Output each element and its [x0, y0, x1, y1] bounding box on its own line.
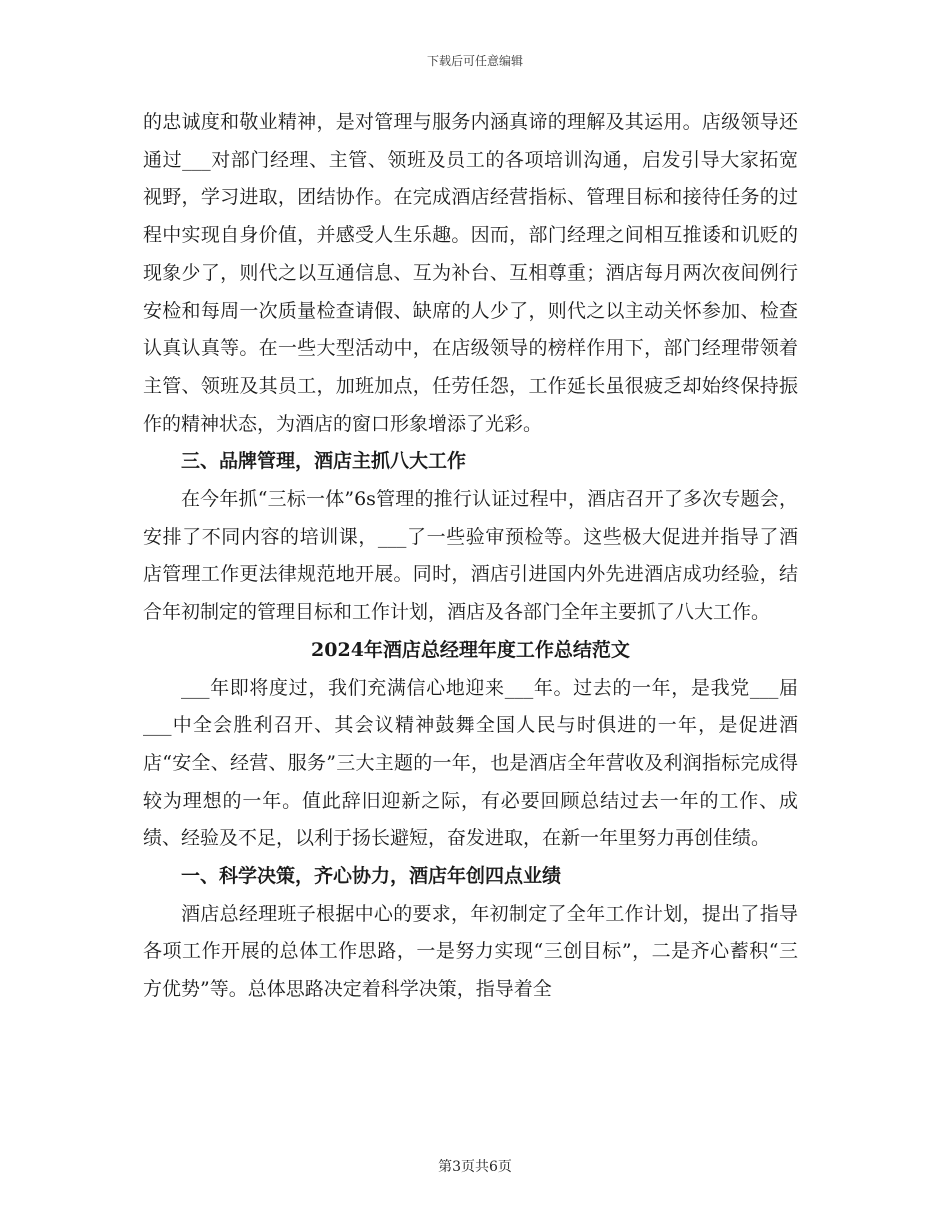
document-title: 2024年酒店总经理年度工作总结范文 — [311, 638, 630, 661]
paragraph-year-review: ___年即将度过，我们充满信心地迎来___年。过去的一年，是我党___届___中全会胜利召开、其会议精神鼓舞全国人民与时俱进的一年，是促进酒店“安全、经营、服务”三大主题的一年，也是酒店全年营收及利润指标完成得较为理想的一年。值此辞旧迎新之际，有必要回顾总结过去一年的工作、成绩、经验及不足，以利于扬长避短，奋发进取，在新一年里努力再创佳绩。 — [143, 676, 798, 850]
section-heading-scientific-decision: 一、科学决策，齐心协力，酒店年创四点业绩 — [181, 865, 562, 888]
document-body — [143, 104, 798, 1009]
page-number: 第3页共6页 — [438, 1159, 512, 1175]
paragraph-loyalty: 的忠诚度和敬业精神，是对管理与服务内涵真谛的理解及其运用。店级领导还通过___对部门经理、主管、领班及员工的各项培训沟通，启发引导大家拓宽视野，学习进取，团结协作。在完成酒店经营指标、管理目标和接待任务的过程中实现自身价值，并感受人生乐趣。因而，部门经理之间相互推诿和讥贬的现象少了，则代之以互通信息、互为补台、互相尊重；酒店每月两次夜间例行安检和每周一次质量检查请假、缺席的人少了，则代之以主动关怀参加、检查认真认真等。在一些大型活动中，在店级领导的榜样作用下，部门经理带领着主管、领班及其员工，加班加点，任劳任怨，工作延长虽很疲乏却始终保持振作的精神状态，为酒店的窗口形象增添了光彩。 — [143, 111, 798, 435]
paragraph-work-plan: 酒店总经理班子根据中心的要求，年初制定了全年工作计划，提出了指导各项工作开展的总体工作思路，一是努力实现“三创目标”，二是齐心蓄积“三方优势”等。总体思路决定着科学决策，指导着全 — [143, 902, 798, 1001]
page-header: 下载后可任意编辑 — [426, 54, 523, 68]
section-heading-brand-management: 三、品牌管理，酒店主抓八大工作 — [181, 450, 467, 473]
paragraph-6s-management: 在今年抓“三标一体”6s管理的推行认证过程中，酒店召开了多次专题会，安排了不同内容的培训课，___了一些验审预检等。这些极大促进并指导了酒店管理工作更法律规范地开展。同时，酒店引进国内外先进酒店成功经验，结合年初制定的管理目标和工作计划，酒店及各部门全年主要抓了八大工作。 — [143, 488, 798, 624]
